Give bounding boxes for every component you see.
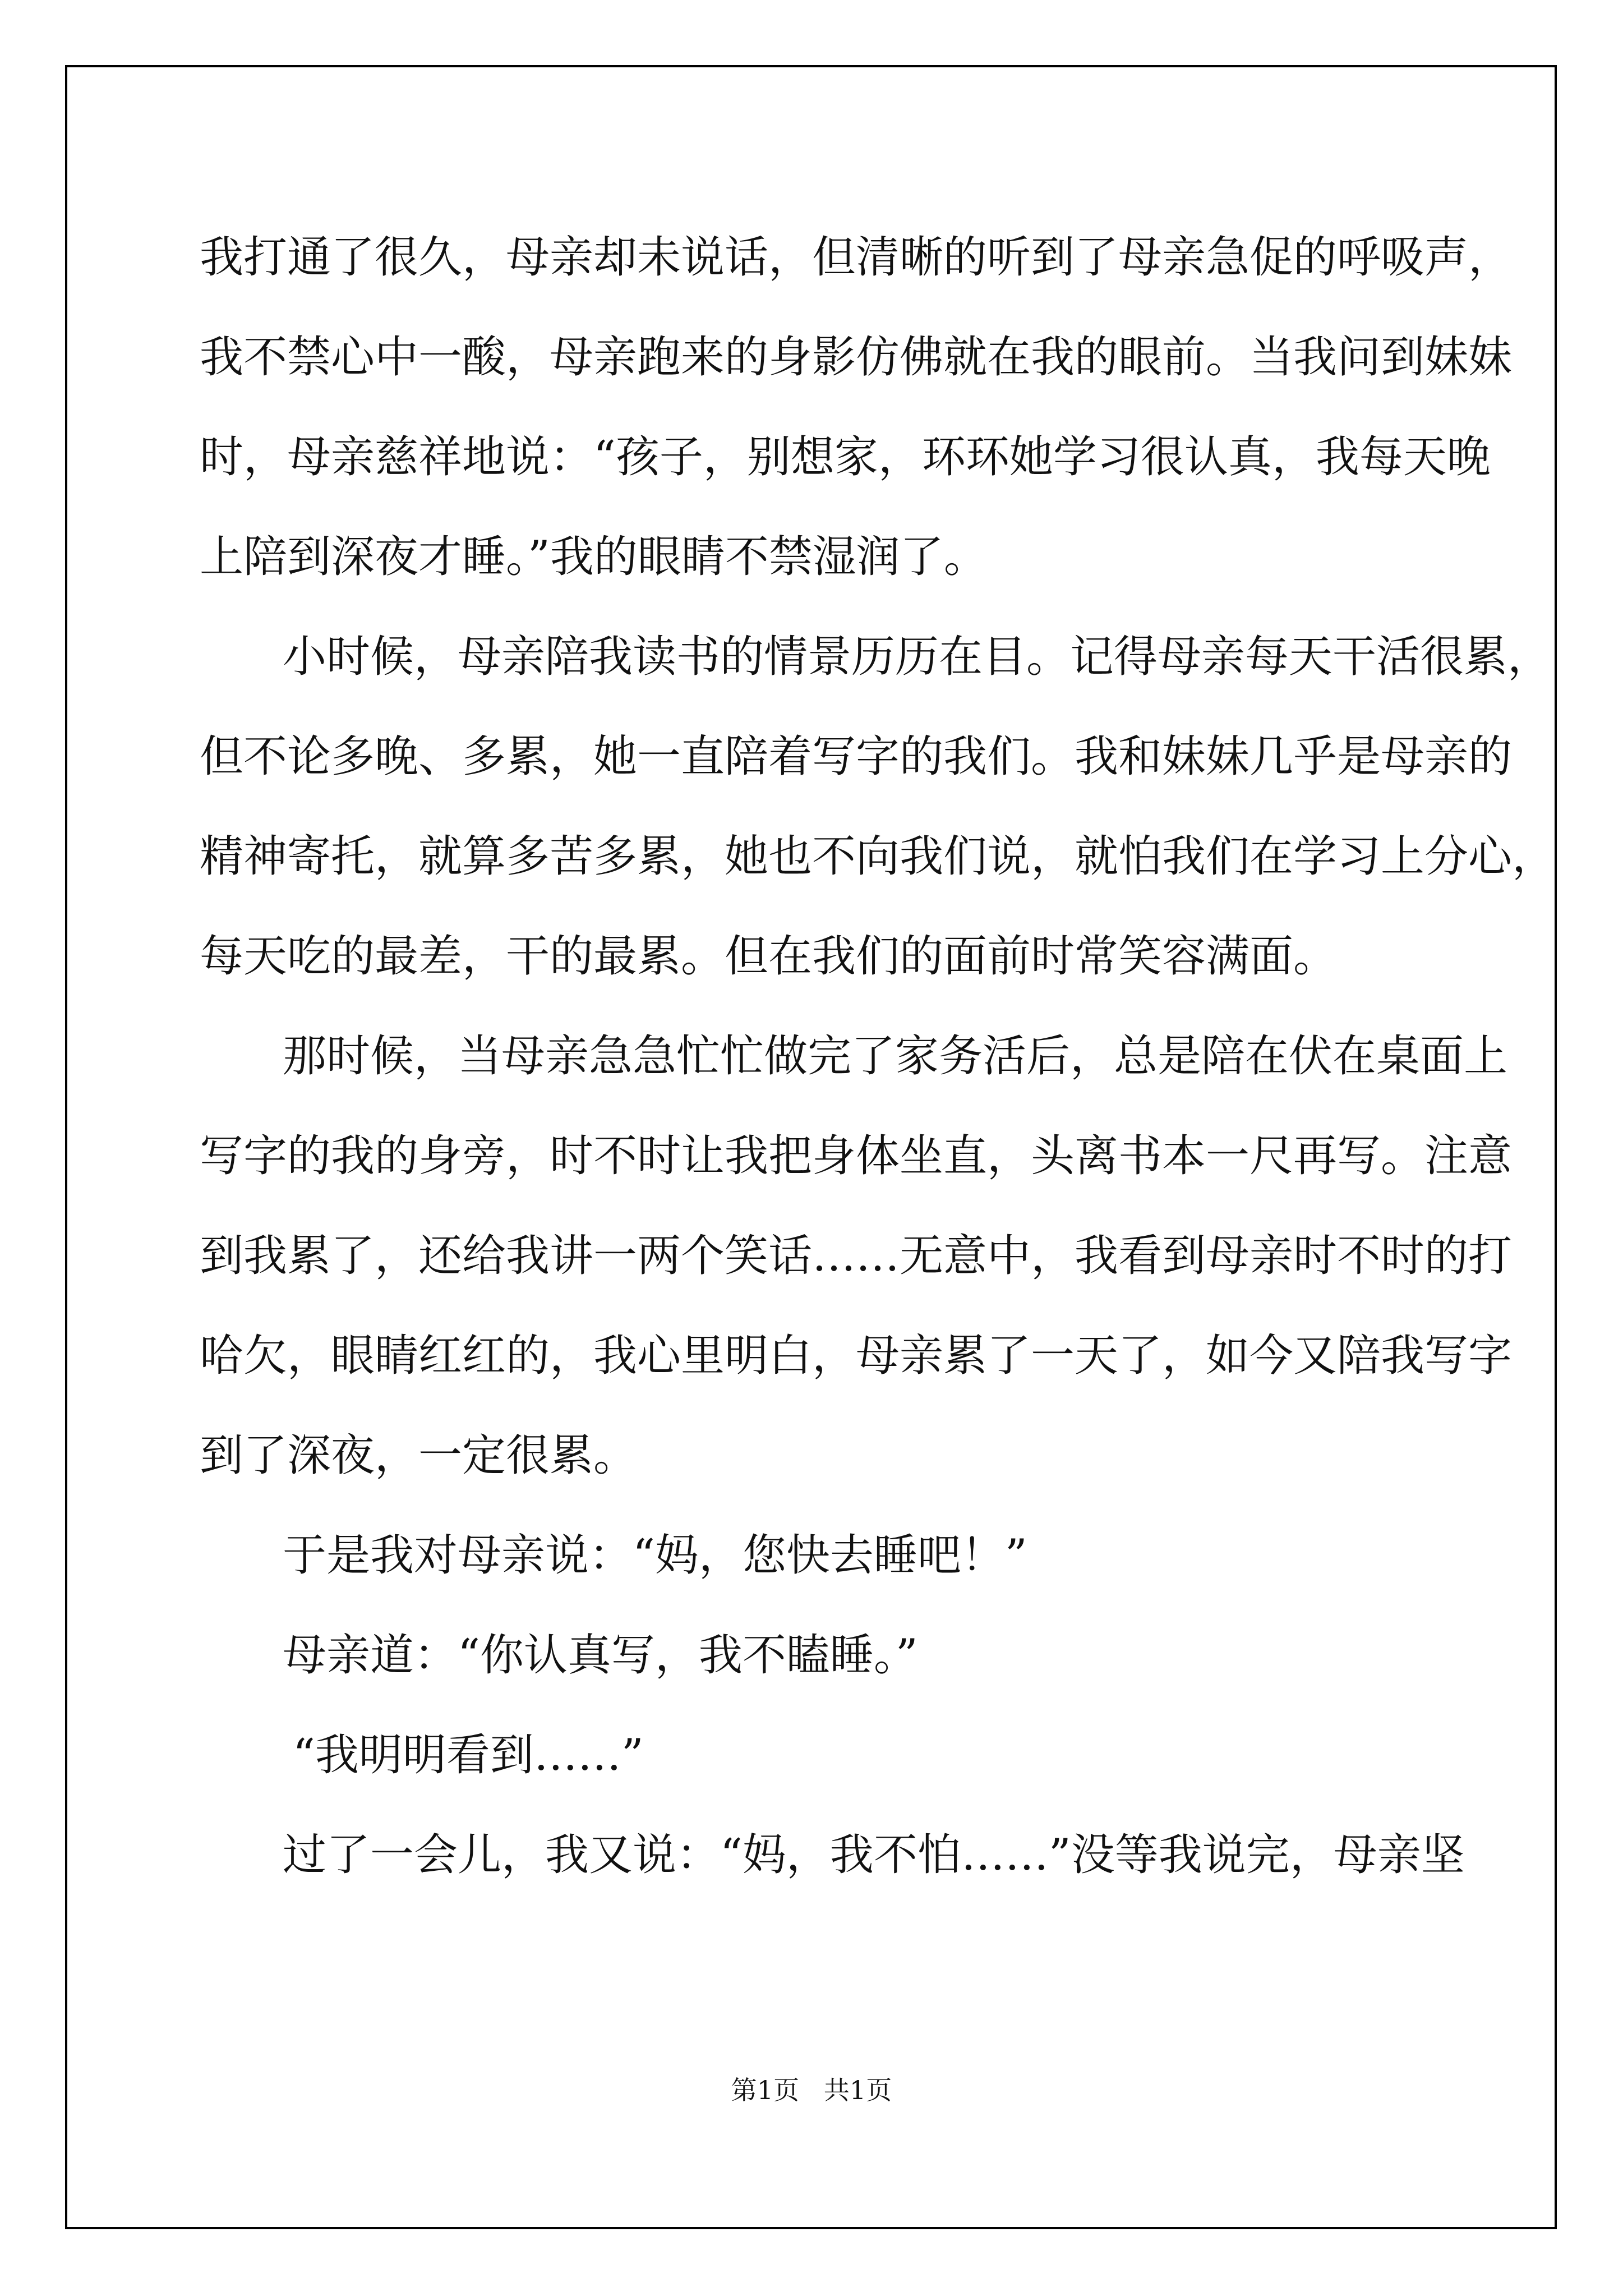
text-line: 哈欠，眼睛红红的，我心里明白，母亲累了一天了，如今又陪我写字 bbox=[200, 1331, 1513, 1381]
text-line: 写字的我的身旁，时不时让我把身体坐直，头离书本一尺再写。注意 bbox=[200, 1131, 1513, 1181]
text-line: 到了深夜，一定很累。 bbox=[200, 1430, 638, 1481]
text-line: 到我累了，还给我讲一两个笑话……无意中，我看到母亲时不时的打 bbox=[200, 1231, 1513, 1281]
page-number-footer: 第1页 共1页 bbox=[731, 2075, 892, 2105]
text-line: 每天吃的最差，干的最累。但在我们的面前时常笑容满面。 bbox=[200, 931, 1338, 982]
text-line: 我不禁心中一酸，母亲跑来的身影仿佛就在我的眼前。当我问到妹妹 bbox=[200, 332, 1513, 383]
paragraph-start-line: 小时候，母亲陪我读书的情景历历在目。记得母亲每天干活很累， bbox=[283, 632, 1552, 682]
document-body bbox=[200, 208, 1556, 1905]
paragraph-start-line: 那时候，当母亲急急忙忙做完了家务活后，总是陪在伏在桌面上 bbox=[283, 1031, 1508, 1082]
text-line: 但不论多晚、多累，她一直陪着写字的我们。我和妹妹几乎是母亲的 bbox=[200, 731, 1513, 782]
text-line: 时，母亲慈祥地说：“孩子，别想家，环环她学习很认真，我每天晚 bbox=[200, 432, 1491, 482]
paragraph-start-line: 于是我对母亲说：“妈，您快去睡吧！” bbox=[283, 1530, 1027, 1581]
text-line: 精神寄托，就算多苦多累，她也不向我们说，就怕我们在学习上分心， bbox=[200, 831, 1556, 882]
paragraph-start-line: “我明明看到……” bbox=[293, 1730, 644, 1780]
text-line: 上陪到深夜才睡。”我的眼睛不禁湿润了。 bbox=[200, 532, 988, 582]
paragraph-start-line: 母亲道：“你认真写，我不瞌睡。” bbox=[283, 1630, 918, 1681]
paragraph-start-line: 过了一会儿，我又说：“妈，我不怕……”没等我说完，母亲坚 bbox=[283, 1830, 1465, 1880]
text-line: 我打通了很久，母亲却未说话，但清晰的听到了母亲急促的呼吸声， bbox=[200, 232, 1513, 283]
